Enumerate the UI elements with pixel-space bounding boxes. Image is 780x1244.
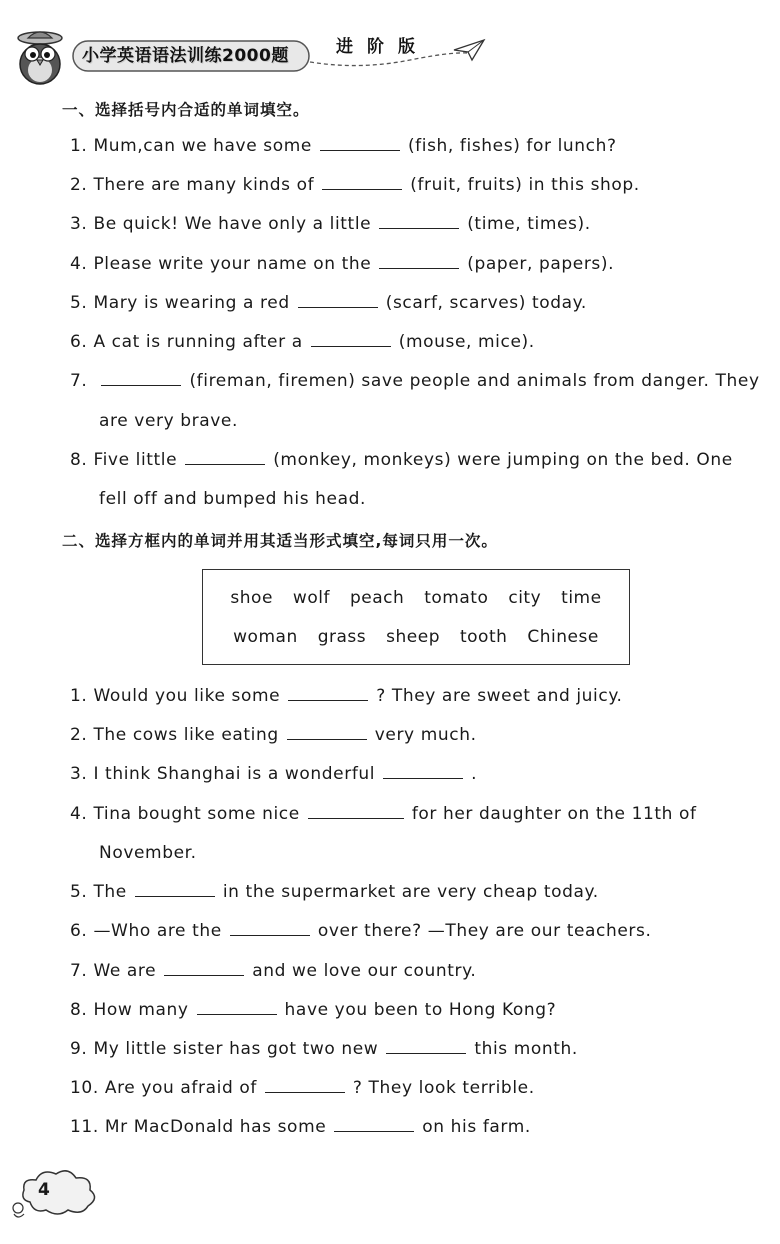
word-bank-word: grass <box>317 627 367 647</box>
word-bank-word: peach <box>349 588 405 608</box>
answer-blank[interactable] <box>197 1000 277 1015</box>
answer-blank[interactable] <box>298 293 378 308</box>
s2-q9: 9. My little sister has got two new this month. <box>70 1039 578 1059</box>
answer-blank[interactable] <box>288 686 368 701</box>
answer-blank[interactable] <box>334 1117 414 1132</box>
answer-blank[interactable] <box>265 1078 345 1093</box>
s2-q4-continued: November. <box>99 843 197 863</box>
s2-q1: 1. Would you like some ? They are sweet and juicy. <box>70 686 623 706</box>
answer-blank[interactable] <box>379 254 459 269</box>
series-title: 小学英语语法训练2000题 <box>82 46 289 66</box>
word-bank-row-2 <box>203 627 629 647</box>
s2-q11: 11. Mr MacDonald has some on his farm. <box>70 1117 531 1137</box>
s1-q1: 1. Mum,can we have some (fish, fishes) for lunch? <box>70 136 617 156</box>
answer-blank[interactable] <box>311 332 391 347</box>
s1-q7: 7. (fireman, firemen) save people and animals from danger. They <box>70 371 760 391</box>
s2-q8: 8. How many have you been to Hong Kong? <box>70 1000 557 1020</box>
s1-q5: 5. Mary is wearing a red (scarf, scarves) today. <box>70 293 587 313</box>
page-header <box>0 0 780 100</box>
s1-q2: 2. There are many kinds of (fruit, fruits) in this shop. <box>70 175 640 195</box>
answer-blank[interactable] <box>101 371 181 386</box>
word-bank-word: wolf <box>292 588 330 608</box>
s2-q6: 6. —Who are the over there? —They are our teachers. <box>70 921 652 941</box>
s1-q8: 8. Five little (monkey, monkeys) were jumping on the bed. One <box>70 450 733 470</box>
answer-blank[interactable] <box>287 725 367 740</box>
answer-blank[interactable] <box>379 214 459 229</box>
s1-q3: 3. Be quick! We have only a little (time, times). <box>70 214 591 234</box>
section2-heading: 二、选择方框内的单词并用其适当形式填空,每词只用一次。 <box>62 532 498 550</box>
s2-q7: 7. We are and we love our country. <box>70 961 477 981</box>
owl-mascot-icon <box>10 28 70 86</box>
page-number-cloud-icon <box>10 1162 106 1222</box>
answer-blank[interactable] <box>185 450 265 465</box>
word-bank-word: tooth <box>459 627 508 647</box>
word-bank-word: shoe <box>230 588 273 608</box>
answer-blank[interactable] <box>383 764 463 779</box>
edition-label: 进阶版 <box>336 37 429 57</box>
answer-blank[interactable] <box>164 961 244 976</box>
page-number: 4 <box>38 1180 50 1200</box>
word-bank-word: sheep <box>386 627 440 647</box>
s2-q4: 4. Tina bought some nice for her daughter on the 11th of <box>70 804 697 824</box>
answer-blank[interactable] <box>308 804 404 819</box>
answer-blank[interactable] <box>230 921 310 936</box>
answer-blank[interactable] <box>135 882 215 897</box>
s2-q2: 2. The cows like eating very much. <box>70 725 477 745</box>
s2-q5: 5. The in the supermarket are very cheap today. <box>70 882 599 902</box>
word-bank-row-1 <box>203 588 629 608</box>
word-bank-box <box>202 569 630 665</box>
word-bank-word: city <box>508 588 542 608</box>
section1-heading: 一、选择括号内合适的单词填空。 <box>62 101 310 119</box>
s1-q4: 4. Please write your name on the (paper, papers). <box>70 254 615 274</box>
answer-blank[interactable] <box>322 175 402 190</box>
answer-blank[interactable] <box>320 136 400 151</box>
s1-q6: 6. A cat is running after a (mouse, mice). <box>70 332 535 352</box>
answer-blank[interactable] <box>386 1039 466 1054</box>
s2-q10: 10. Are you afraid of ? They look terrible. <box>70 1078 535 1098</box>
word-bank-word: Chinese <box>527 627 599 647</box>
word-bank-word: tomato <box>424 588 489 608</box>
word-bank-word: woman <box>233 627 298 647</box>
s1-q7-continued: are very brave. <box>99 411 238 431</box>
s2-q3: 3. I think Shanghai is a wonderful . <box>70 764 478 784</box>
s1-q8-continued: fell off and bumped his head. <box>99 489 367 509</box>
word-bank-word: time <box>561 588 602 608</box>
paper-plane-icon <box>452 38 486 62</box>
